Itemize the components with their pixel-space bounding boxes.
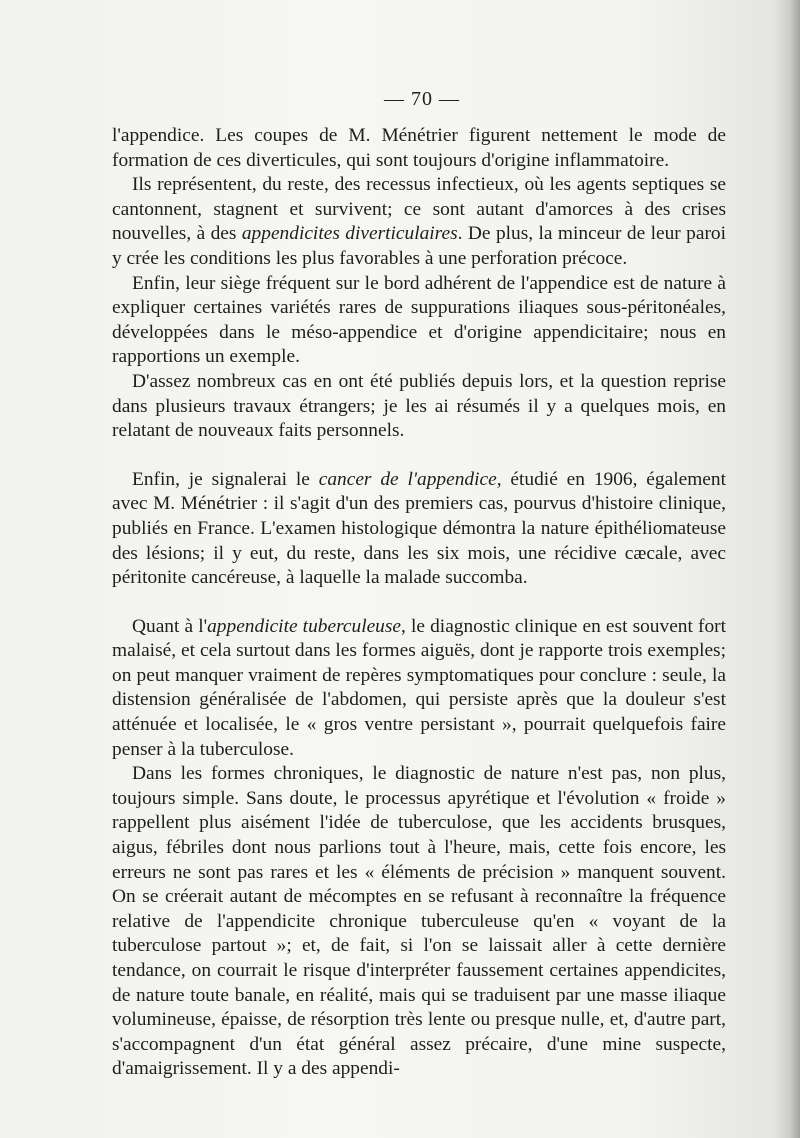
paragraph-6-after: , le diagnostic clinique en est souvent fort malaisé, et cela surtout dans les formes aiguës, dont je rapporte trois exemples; on peut manquer vraiment de repères symptomatiques pour conclure : seule, la distension généralisée de l'abdomen, qui persiste après que la douleur s'est atténuée et localisée, le « gros ventre persistant », pourrait quelquefois faire penser à la tuberculose. <box>112 615 726 760</box>
paragraph-2 <box>112 173 726 271</box>
paragraph-5-before: Enfin, je signalerai le <box>132 468 319 490</box>
paragraph-1-text: l'appendice. Les coupes de M. Ménétrier figurent nettement le mode de formation de ces diverticules, qui sont toujours d'origine inflammatoire. <box>112 125 726 171</box>
paragraph-6-before: Quant à l' <box>132 615 208 637</box>
paragraph-6 <box>112 615 726 763</box>
paragraph-7-text: Dans les formes chroniques, le diagnostic de nature n'est pas, non plus, toujours simple. Sans doute, le processus apyrétique et l'évolution « froide » rappellent plus aisément l'idée de tuberculose, que les accidents brusques, aigus, fébriles dont nous parlions tout à l'heure, mais, cette fois encore, les erreurs ne sont pas rares et les « éléments de précision » manquent souvent. On se créerait autant de mécomptes en se refusant à reconnaître la fréquence relative de l'appendicite chronique tuberculeuse qu'en « voyant de la tuberculose partout »; et, de fait, si l'on se laissait aller à cette dernière tendance, on courrait le risque d'interpréter faussement certaines appendicites, de nature toute banale, en réalité, mais qui se traduisent par une masse iliaque volumineuse, épaisse, de résorption très lente ou presque nulle, et, d'autre part, s'accompagnent d'un état général assez précaire, d'une mine suspecte, d'amaigrissement. Il y a des appendi- <box>112 763 726 1080</box>
paragraph-5-after: , étudié en 1906, également avec M. Ménétrier : il s'agit d'un des premiers cas, pourvus d'histoire clinique, publiés en France. L'examen histologique démontra la nature épithéliomateuse des lésions; il y eut, du reste, dans les six mois, une récidive cæcale, avec péritonite cancéreuse, à laquelle la malade succomba. <box>112 468 726 589</box>
paragraph-5 <box>112 468 726 591</box>
paragraph-2-after: . De plus, la minceur de leur paroi y crée les conditions les plus favorables à une perforation précoce. <box>112 223 726 269</box>
paragraph-4-text: D'assez nombreux cas en ont été publiés depuis lors, et la question reprise dans plusieurs travaux étrangers; je les ai résumés il y a quelques mois, en relatant de nouveaux faits personnels. <box>112 370 726 442</box>
paragraph-1 <box>112 124 726 173</box>
paragraph-3-text: Enfin, leur siège fréquent sur le bord adhérent de l'appendice est de nature à expliquer certaines variétés rares de suppurations iliaques sous-péritonéales, développées dans le méso-appendice et d'origine appendicitaire; nous en rapportions un exemple. <box>112 272 726 368</box>
page-number: — 70 — <box>384 88 460 110</box>
paragraph-4 <box>112 370 726 444</box>
page-edge-shadow <box>774 0 800 1138</box>
paragraph-2-before: Ils représentent, du reste, des recessus infectieux, où les agents septiques se cantonnent, stagnent et survivent; ce sont autant d'amorces à des crises nouvelles, à des <box>112 174 726 245</box>
body-text <box>112 124 726 1082</box>
paragraph-7 <box>112 762 726 1082</box>
paragraph-2-emphasis: appendicites diverticulaires <box>241 223 458 245</box>
paragraph-5-emphasis: cancer de l'appendice <box>318 468 497 490</box>
paragraph-3 <box>112 272 726 370</box>
paragraph-6-emphasis: appendicite tuberculeuse <box>207 615 402 637</box>
